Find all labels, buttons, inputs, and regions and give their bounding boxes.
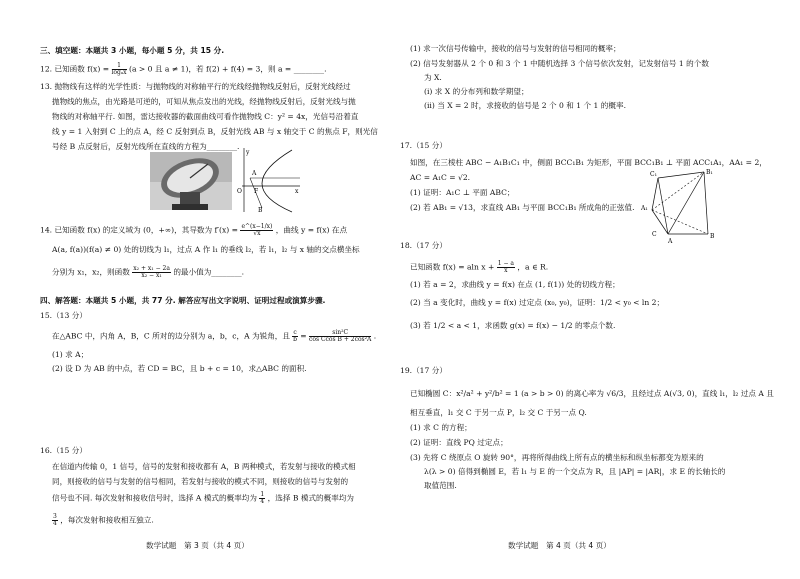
q15-part2: (2) 设 D 为 AB 的中点，若 CD = BC，且 b + c = 10，求△ABC 的面积. [52, 364, 307, 373]
fig13-label: F [254, 188, 259, 195]
q14-line3: 分别为 x₁，x₂，则函数 $\frac{\text{x₂ + x₁ − 2a}}{\text{x₂ − x₁}}$ 的最小值为________. [52, 265, 245, 279]
prism-label: A₁ [641, 205, 648, 212]
parabola-curve [262, 150, 292, 212]
q18-part3: (3) 若 1/2 < a < 1，求函数 g(x) = f(x) − 1/2 的零点个数. [410, 321, 616, 330]
q16-line2: 同，则接收的信号与发射的信号相同，若发射与接收的模式不同，则接收的信号与发射的 [52, 477, 349, 486]
q16-line4: $\frac{3}{4}$ ，每次发射和接收相互独立. [53, 513, 154, 527]
q19-part3-cont2: 取值范围. [424, 481, 457, 490]
fig13-label: A [252, 170, 257, 177]
q16-part1: (1) 求一次信号传输中，接收的信号与发射的信号相同的概率； [410, 44, 621, 53]
q18-line1: 已知函数 f(x) = aln x + $\frac{1 - a}{x}$ ，a ∈ R. [410, 260, 549, 274]
q19-part1: (1) 求 C 的方程； [410, 423, 472, 432]
prism-label: B₁ [706, 169, 713, 176]
q16-line3: 信号也不同. 每次发射和接收信号时，选择 A 模式的概率均为 $\frac{1}{4}$ ，选择 B 模式的概率均为 [52, 491, 355, 505]
q17-line1: 如图，在三棱柱 ABC − A₁B₁C₁ 中，侧面 BCC₁B₁ 为矩形，平面 BCC₁B₁ ⊥ 平面 ACC₁A₁，AA₁ = 2， [410, 158, 767, 167]
q14-line2: A(a, f(a))(f(a) ≠ 0) 处的切线为 l₁，过点 A 作 l₁ 的垂线 l₂，若 l₁，l₂ 与 x 轴的交点横坐标 [52, 245, 360, 254]
q12-fraction: $\frac{1}{\text{logₐx}}$ [111, 62, 127, 76]
q17-heading: 17.（15 分） [400, 141, 447, 150]
section-4-header: 四、解答题：本题共 5 小题，共 77 分. 解答应写出文字说明、证明过程或演算步骤. [40, 296, 326, 305]
q19-part3-cont: λ(λ > 0) 倍得到椭圆 E，若 l₁ 与 E 的一个交点为 R，且 |AP| = |AR|，求 E 的长轴长的 [424, 467, 726, 476]
question-12: 12. 已知函数 f(x) = $\frac{1}{\text{logₐx}}$ (a > 0 且 a ≠ 1)，若 f(2) + f(4) = 3，则 a = ________. [40, 62, 327, 76]
q14-line1: 14. 已知函数 f(x) 的定义域为 (0，+∞)，其导数为 f′(x) = $\frac{e\^{}(x-1/x)}{√x}$ ，曲线 y = f(x) 在点 [40, 223, 348, 237]
q17-part1: (1) 证明：A₁C ⊥ 平面 ABC； [410, 188, 515, 197]
q19-part2: (2) 证明：直线 PQ 过定点； [410, 438, 508, 447]
fig13-label: y [246, 149, 250, 156]
q17-part2: (2) 若 AB₁ = √13，求直线 AB₁ 与平面 BCC₁B₁ 所成角的正弦值. [410, 203, 635, 212]
q13-line5: 号经 B 点反射后，反射光线所在直线的方程为________. [52, 142, 240, 151]
page-footer: 数学试题 第 4 页（共 4 页） [508, 541, 611, 550]
fig13-label: x [295, 188, 299, 195]
prism-label: C [652, 231, 657, 238]
q13-line3: 物线的对称轴平行. 如图，雷达接收器的截面曲线可看作抛物线 C：y² = 4x，光信号沿着直 [52, 112, 359, 121]
q16-line1: 在信道内传输 0，1 信号，信号的发射和接收都有 A，B 两种模式，若发射与接收的模式相 [52, 462, 356, 471]
q13-line1: 13. 抛物线有这样的光学性质：与抛物线的对称轴平行的光线经抛物线反射后，反射光线经过 [40, 82, 351, 91]
fig13-label: B [258, 207, 263, 214]
q19-part3: (3) 先将 C 绕原点 O 旋转 90°，再将所得曲线上所有点的横坐标和纵坐标都变为原来的 [410, 453, 704, 462]
q18-part2: (2) 当 a 变化时，曲线 y = f(x) 过定点 (x₀, y₀)，证明：1/2 < y₀ < ln 2； [410, 298, 665, 307]
q17-line2: AC = A₁C = √2. [410, 173, 471, 182]
prism-label: A [668, 238, 673, 244]
page-footer: 数学试题 第 3 页（共 4 页） [146, 541, 249, 550]
q16-part2-i: (ⅰ) 求 X 的分布列和数学期望； [424, 87, 529, 96]
prism-label: C₁ [650, 171, 657, 178]
q15-heading: 15.（13 分） [40, 311, 87, 320]
page-4 [400, 0, 800, 579]
q18-part1: (1) 若 a = 2，求曲线 y = f(x) 在点 (1, f(1)) 处的切线方程； [410, 280, 620, 289]
fig13-label: O [237, 188, 242, 195]
q19-heading: 19.（17 分） [400, 366, 447, 375]
q15-part1: (1) 求 A； [52, 350, 89, 359]
prism-figure [638, 166, 718, 244]
q19-line1: 已知椭圆 C：x²/a² + y²/b² = 1 (a > b > 0) 的离心率为 √6/3，且经过点 A(√3, 0)，直线 l₁，l₂ 过点 A 且 [410, 389, 774, 398]
q13-line2: 抛物线的焦点，由光路是可逆的，可知从焦点发出的光线，经抛物线反射后，反射光线与抛 [52, 97, 356, 106]
parabola-diagram [232, 146, 302, 214]
q16-part2: (2) 信号发射器从 2 个 0 和 3 个 1 中随机选择 3 个信号依次发射，记发射信号 1 的个数 [410, 59, 709, 68]
q16-part2-cont: 为 X. [424, 73, 442, 82]
q16-part2-ii: (ⅱ) 当 X = 2 时，求接收的信号是 2 个 0 和 1 个 1 的概率. [424, 101, 626, 110]
q15-line1: 在△ABC 中，内角 A，B，C 所对的边分别为 a，b，c，A 为锐角，且 $\frac{c}{b}$ = $\frac{\text{sin²C}}{\text{cos Ccos B + 2cos²A}}$ . [52, 329, 377, 343]
prism-label: B [710, 233, 715, 240]
q13-line4: 线 y = 1 入射到 C 上的点 A，经 C 反射到点 B，反射光线 AB 与 x 轴交于 C 的焦点 F，则光信 [52, 127, 378, 136]
q16-heading: 16.（15 分） [40, 446, 87, 455]
q18-heading: 18.（17 分） [400, 241, 447, 250]
radar-dish-photo [150, 152, 232, 210]
q19-line2: 相互垂直，l₁ 交 C 于另一点 P，l₂ 交 C 于另一点 Q. [410, 408, 587, 417]
section-3-header: 三、填空题：本题共 3 小题，每小题 5 分，共 15 分. [40, 46, 225, 55]
